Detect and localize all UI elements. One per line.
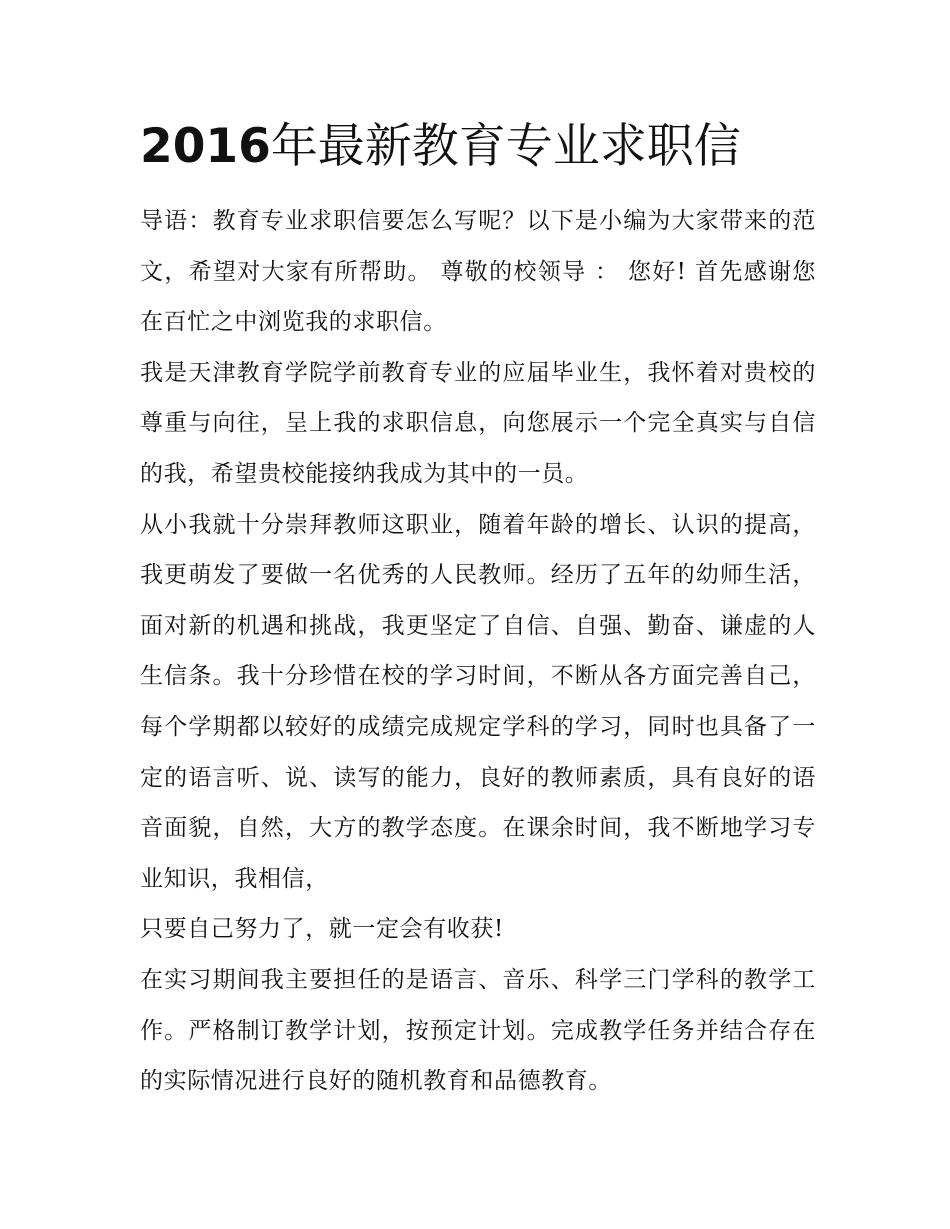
title-text: 年最新教育专业求职信 [270, 119, 741, 174]
paragraph-belief: 只要自己努力了，就一定会有收获! [140, 916, 504, 943]
document-body [140, 196, 816, 1107]
document-title [140, 118, 820, 176]
paragraph-internship: 在实习期间我主要担任的是语言、音乐、科学三门学科的教学工作。严格制订教学计划，按预定计划。完成教学任务并结合存在的实际情况进行良好的随机教育和品德教育。 [140, 966, 816, 1095]
paragraph-intro: 导语：教育专业求职信要怎么写呢？以下是小编为大家带来的范文，希望对大家有所帮助。 尊敬的校领导 ： 您好! 首先感谢您在百忙之中浏览我的求职信。 [140, 208, 816, 336]
paragraph-self-intro: 我是天津教育学院学前教育专业的应届毕业生，我怀着对贵校的尊重与向往，呈上我的求职信息，向您展示一个完全真实与自信的我，希望贵校能接纳我成为其中的一员。 [140, 359, 816, 487]
paragraph-experience: 从小我就十分崇拜教师这职业，随着年龄的增长、认识的提高，我更萌发了要做一名优秀的人民教师。经历了五年的幼师生活，面对新的机遇和挑战，我更坚定了自信、自强、勤奋、谦虚的人生信条。我十分珍惜在校的学习时间，不断从各方面完善自己，每个学期都以较好的成绩完成规定学科的学习，同时也具备了一定的语言听、说、读写的能力，良好的教师素质，具有良好的语音面貌，自然，大方的教学态度。在课余时间，我不断地学习专业知识，我相信， [140, 511, 816, 892]
title-year: 2016 [140, 119, 271, 174]
